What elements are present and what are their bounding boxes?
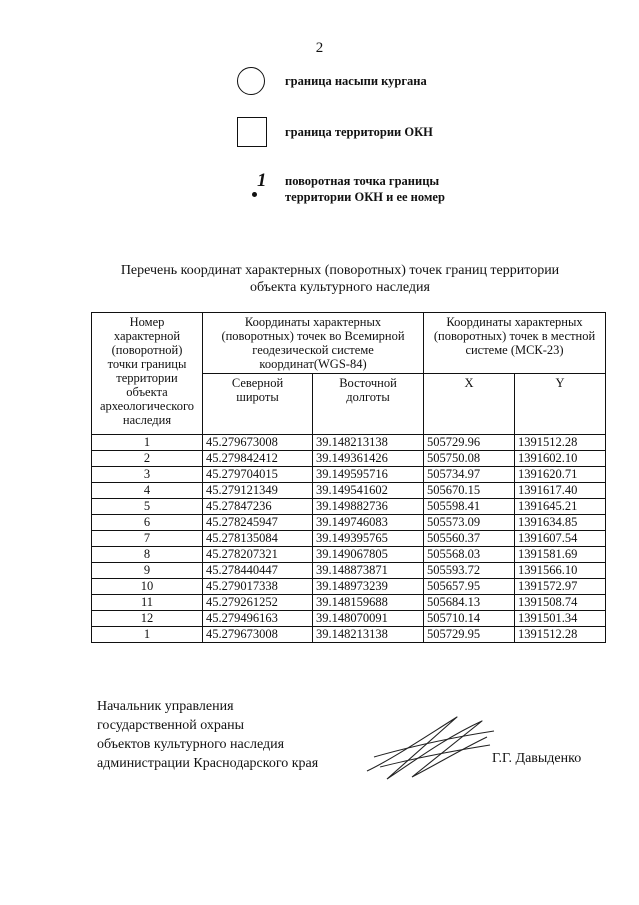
header-wgs84: Координаты характерных (поворотных) точек во Всемирной геодезической системе координат(WGS-84) [203, 313, 424, 374]
table-row [92, 563, 606, 579]
cell-longitude: 39.148213138 [313, 627, 424, 643]
square-icon [237, 117, 267, 147]
cell-latitude: 45.279842412 [203, 451, 313, 467]
cell-longitude: 39.149541602 [313, 483, 424, 499]
table-row [92, 579, 606, 595]
table-row [92, 627, 606, 643]
list-title [60, 262, 620, 296]
cell-longitude: 39.148070091 [313, 611, 424, 627]
cell-point-number: 7 [92, 531, 203, 547]
cell-latitude: 45.278135084 [203, 531, 313, 547]
legend-item-turning-point [237, 172, 445, 206]
cell-x: 505657.95 [424, 579, 515, 595]
cell-longitude: 39.148159688 [313, 595, 424, 611]
table-row [92, 515, 606, 531]
cell-y: 1391607.54 [515, 531, 606, 547]
cell-y: 1391512.28 [515, 435, 606, 451]
cell-latitude: 45.279121349 [203, 483, 313, 499]
cell-point-number: 3 [92, 467, 203, 483]
header-y: Y [515, 374, 606, 435]
cell-longitude: 39.148213138 [313, 435, 424, 451]
cell-y: 1391572.97 [515, 579, 606, 595]
cell-latitude: 45.279017338 [203, 579, 313, 595]
cell-x: 505670.15 [424, 483, 515, 499]
cell-x: 505560.37 [424, 531, 515, 547]
cell-x: 505734.97 [424, 467, 515, 483]
cell-latitude: 45.278440447 [203, 563, 313, 579]
table-row [92, 531, 606, 547]
header-east-longitude: Восточной долготы [313, 374, 424, 435]
cell-longitude: 39.149361426 [313, 451, 424, 467]
cell-latitude: 45.279673008 [203, 435, 313, 451]
table-row [92, 483, 606, 499]
cell-point-number: 1 [92, 627, 203, 643]
cell-latitude: 45.27847236 [203, 499, 313, 515]
cell-point-number: 10 [92, 579, 203, 595]
turning-point-icon [237, 172, 267, 206]
cell-longitude: 39.148873871 [313, 563, 424, 579]
cell-latitude: 45.278207321 [203, 547, 313, 563]
cell-point-number: 5 [92, 499, 203, 515]
cell-longitude: 39.149067805 [313, 547, 424, 563]
cell-latitude: 45.279704015 [203, 467, 313, 483]
cell-longitude: 39.149395765 [313, 531, 424, 547]
legend-item-mound [237, 67, 427, 95]
legend-label: поворотная точка границы [285, 174, 440, 188]
cell-x: 505568.03 [424, 547, 515, 563]
header-point-number: Номер характерной (поворотной) точки границы территории объекта археологического наследия [92, 313, 203, 435]
cell-x: 505729.95 [424, 627, 515, 643]
cell-point-number: 4 [92, 483, 203, 499]
cell-longitude: 39.149746083 [313, 515, 424, 531]
cell-y: 1391620.71 [515, 467, 606, 483]
cell-y: 1391634.85 [515, 515, 606, 531]
signer-name: Г.Г. Давыденко [492, 751, 582, 766]
coordinates-table [91, 312, 606, 643]
cell-y: 1391602.10 [515, 451, 606, 467]
cell-longitude: 39.148973239 [313, 579, 424, 595]
legend-label: территории ОКН и ее номер [285, 190, 445, 204]
header-msk23: Координаты характерных (поворотных) точек в местной системе (МСК-23) [424, 313, 606, 374]
cell-y: 1391508.74 [515, 595, 606, 611]
cell-point-number: 1 [92, 435, 203, 451]
list-title-line: Перечень координат характерных (поворотных) точек границ территории [120, 263, 560, 278]
cell-longitude: 39.149595716 [313, 467, 424, 483]
cell-y: 1391501.34 [515, 611, 606, 627]
turning-point-number: 1 [257, 170, 267, 191]
signer-position-line: объектов культурного наследия [97, 737, 285, 752]
circle-icon [237, 67, 265, 95]
cell-y: 1391512.28 [515, 627, 606, 643]
signer-position-line: Начальник управления [97, 699, 234, 714]
cell-latitude: 45.279496163 [203, 611, 313, 627]
cell-y: 1391581.69 [515, 547, 606, 563]
header-x: X [424, 374, 515, 435]
cell-latitude: 45.279261252 [203, 595, 313, 611]
legend-item-territory [237, 117, 433, 147]
table-row [92, 547, 606, 563]
cell-x: 505573.09 [424, 515, 515, 531]
legend-label: граница насыпи кургана [285, 74, 427, 88]
table-row [92, 499, 606, 515]
cell-point-number: 9 [92, 563, 203, 579]
cell-x: 505593.72 [424, 563, 515, 579]
cell-point-number: 11 [92, 595, 203, 611]
legend-label: граница территории ОКН [285, 125, 433, 139]
cell-y: 1391566.10 [515, 563, 606, 579]
cell-point-number: 8 [92, 547, 203, 563]
cell-longitude: 39.149882736 [313, 499, 424, 515]
cell-x: 505750.08 [424, 451, 515, 467]
table-row [92, 611, 606, 627]
table-row [92, 595, 606, 611]
table-row [92, 451, 606, 467]
cell-latitude: 45.279673008 [203, 627, 313, 643]
cell-point-number: 12 [92, 611, 203, 627]
cell-latitude: 45.278245947 [203, 515, 313, 531]
cell-point-number: 2 [92, 451, 203, 467]
cell-x: 505598.41 [424, 499, 515, 515]
signer-position-line: администрации Краснодарского края [97, 756, 319, 771]
cell-point-number: 6 [92, 515, 203, 531]
signer-position-line: государственной охраны [97, 718, 245, 733]
cell-y: 1391617.40 [515, 483, 606, 499]
table-row [92, 435, 606, 451]
cell-x: 505684.13 [424, 595, 515, 611]
table-row [92, 467, 606, 483]
cell-y: 1391645.21 [515, 499, 606, 515]
header-north-latitude: Северной широты [203, 374, 313, 435]
page-number: 2 [315, 40, 324, 56]
cell-x: 505729.96 [424, 435, 515, 451]
list-title-line: объекта культурного наследия [250, 280, 430, 295]
cell-x: 505710.14 [424, 611, 515, 627]
handwritten-signature [362, 709, 502, 784]
